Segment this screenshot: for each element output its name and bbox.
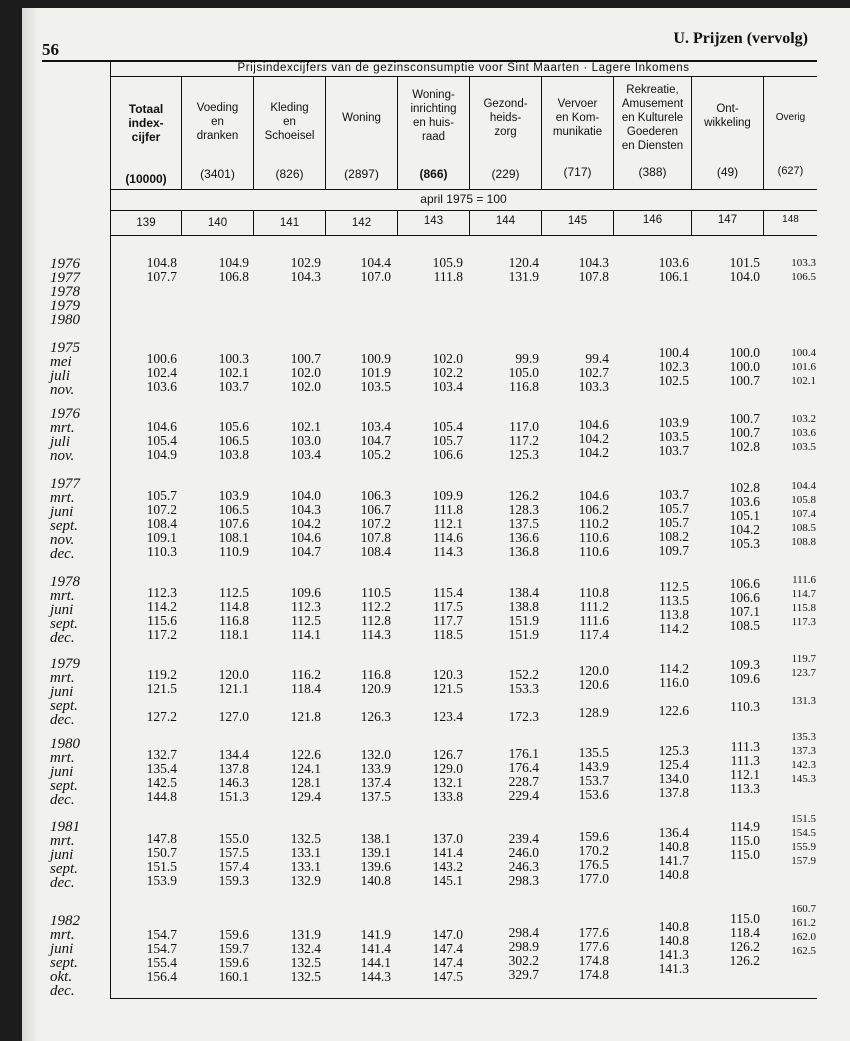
row-labels: 1975 mei juli nov. (50, 340, 80, 398)
base-period: april 1975 = 100 (420, 192, 507, 206)
column-code: 146 (642, 214, 663, 226)
value-column: 104.4 107.0 (360, 255, 391, 284)
value-column: 104.9 106.8 (218, 255, 249, 284)
value-column: 105.7 107.2 108.4 109.1 110.3 (146, 488, 177, 559)
value-column: 132.7 135.4 142.5 144.8 (146, 747, 177, 804)
value-column: 132.0 133.9 137.4 137.5 (360, 747, 391, 804)
column-header: Woning- inrichting en huis- raad (410, 89, 457, 143)
value-column: 112.5 114.8 116.8 118.1 (219, 585, 249, 642)
value-column: 103.9 103.5 103.7 (658, 415, 689, 458)
value-column: 119.2 121.5 127.2 (146, 667, 177, 724)
value-column: 140.8 140.8 141.3 141.3 (658, 919, 689, 976)
row-labels: 1980 mrt. juni sept. dec. (50, 736, 80, 808)
value-column: 239.4 246.0 246.3 298.3 (508, 831, 539, 888)
row-labels: 1976 mrt. juli nov. (50, 406, 80, 464)
value-column: 109.3 109.6 110.3 (729, 657, 760, 714)
value-column: 138.1 139.1 139.6 140.8 (360, 831, 391, 888)
value-column: 100.7 102.0 102.0 (290, 351, 321, 394)
row-labels: 1976 1977 1978 1979 1980 (50, 256, 80, 328)
value-column: 104.0 104.3 104.2 104.6 104.7 (290, 488, 321, 559)
value-column: 104.6 105.4 104.9 (146, 419, 177, 462)
value-column: 120.4 131.9 (508, 255, 539, 284)
value-column: 126.7 129.0 132.1 133.8 (432, 747, 463, 804)
column-code: 147 (717, 214, 738, 226)
value-column: 112.3 114.2 115.6 117.2 (147, 585, 177, 642)
value-column: 104.3 107.8 (578, 255, 609, 284)
value-column: 100.4 101.6 102.1 (791, 347, 816, 387)
column-header: Voeding en dranken (196, 102, 239, 142)
value-column: 104.6 106.2 110.2 110.6 110.6 (578, 488, 609, 559)
value-column: 115.4 117.5 117.7 118.5 (433, 585, 463, 642)
value-column: 101.5 104.0 (729, 255, 760, 284)
column-code: 148 (782, 214, 799, 225)
column-code: 140 (207, 217, 228, 229)
table-bottom-rule (110, 998, 817, 999)
value-column: 135.5 143.9 153.7 153.6 (578, 745, 609, 802)
value-column: 103.7 105.7 105.7 108.2 109.7 (658, 487, 689, 558)
value-column: 151.5 154.5 155.9 157.9 (791, 813, 816, 867)
value-column: 100.7 100.7 102.8 (729, 411, 760, 454)
value-column: 141.9 141.4 144.1 144.3 (360, 927, 391, 984)
value-column: 147.0 147.4 147.4 147.5 (432, 927, 463, 984)
value-column: 147.8 150.7 151.5 153.9 (146, 831, 177, 888)
column-code: 139 (136, 217, 156, 229)
value-column: 152.2 153.3 172.3 (508, 667, 539, 724)
value-column: 135.3 137.3 142.3 145.3 (791, 731, 816, 785)
value-column: 159.6 170.2 176.5 177.0 (578, 829, 609, 886)
value-column: 102.9 104.3 (290, 255, 321, 284)
value-column: 99.4 102.7 103.3 (578, 351, 609, 394)
value-column: 110.5 112.2 112.8 114.3 (361, 585, 391, 642)
value-column: 177.6 177.6 174.8 174.8 (578, 925, 609, 982)
codes-bottom-rule (110, 235, 817, 236)
page-number: 56 (42, 40, 59, 59)
value-column: 138.4 138.8 151.9 151.9 (508, 585, 539, 642)
row-labels: 1977 mrt. juni sept. nov. dec. (50, 476, 80, 562)
column-weight: (49) (716, 165, 739, 179)
value-column: 111.6 114.7 115.8 117.3 (791, 574, 816, 628)
column-weight: (866) (419, 167, 448, 181)
column-weight: (388) (638, 165, 667, 179)
value-column: 103.4 104.7 105.2 (360, 419, 391, 462)
value-column: 116.2 118.4 121.8 (290, 667, 321, 724)
column-header: Gezond- heids- zorg (483, 98, 528, 138)
value-column: 105.9 111.8 (432, 255, 463, 284)
value-column: 103.9 106.5 107.6 108.1 110.9 (218, 488, 249, 559)
title-rule (110, 76, 817, 77)
column-header: Kleding en Schoeisel (264, 102, 315, 142)
row-labels: 1981 mrt. juni sept. dec. (50, 819, 80, 891)
row-labels: 1979 mrt. juni sept. dec. (50, 656, 80, 728)
value-column: 298.4 298.9 302.2 329.7 (508, 925, 539, 982)
value-column: 105.6 106.5 103.8 (218, 419, 249, 462)
column-weight: (627) (777, 165, 804, 177)
value-column: 137.0 141.4 143.2 145.1 (432, 831, 463, 888)
row-labels: 1982 mrt. juni sept. okt. dec. (50, 913, 80, 999)
value-column: 103.6 106.1 (658, 255, 689, 284)
value-column: 120.0 121.1 127.0 (218, 667, 249, 724)
column-code: 141 (279, 217, 300, 229)
value-column: 132.5 133.1 133.1 132.9 (290, 831, 321, 888)
table-title: Prijsindexcijfers van de gezinsconsumptie voor Sint Maarten · Lagere Inkomens (237, 62, 690, 74)
value-column: 131.9 132.4 132.5 132.5 (290, 927, 321, 984)
value-column: 104.8 107.7 (146, 255, 177, 284)
column-code: 145 (567, 215, 588, 227)
column-weight: (10000) (125, 172, 167, 186)
value-column: 119.7 123.7 131.3 (791, 653, 816, 707)
value-column: 114.2 116.0 122.6 (658, 661, 689, 718)
value-column: 102.1 103.0 103.4 (290, 419, 321, 462)
value-column: 99.9 105.0 116.8 (508, 351, 539, 394)
value-column: 100.3 102.1 103.7 (218, 351, 249, 394)
value-column: 103.2 103.6 103.5 (791, 413, 816, 453)
base-rule (110, 210, 817, 211)
column-header: Ont- wikkeling (704, 103, 751, 129)
column-weight: (229) (491, 167, 520, 181)
column-weight: (3401) (200, 167, 235, 181)
value-column: 100.6 102.4 103.6 (146, 351, 177, 394)
value-column: 115.0 118.4 126.2 126.2 (729, 911, 760, 968)
value-column: 102.8 103.6 105.1 104.2 105.3 (729, 480, 760, 551)
value-column: 116.8 120.9 126.3 (360, 667, 391, 724)
value-column: 100.4 102.3 102.5 (658, 345, 689, 388)
value-column: 122.6 124.1 128.1 129.4 (290, 747, 321, 804)
value-column: 154.7 154.7 155.4 156.4 (146, 927, 177, 984)
value-column: 136.4 140.8 141.7 140.8 (658, 825, 689, 882)
column-header: Woning (342, 112, 381, 124)
value-column: 155.0 157.5 157.4 159.3 (218, 831, 249, 888)
value-column: 100.9 101.9 103.5 (360, 351, 391, 394)
value-column: 112.5 113.5 113.8 114.2 (659, 579, 689, 636)
value-column: 103.3 106.5 (791, 257, 816, 283)
value-column: 105.4 105.7 106.6 (432, 419, 463, 462)
value-column: 159.6 159.7 159.6 160.1 (218, 927, 249, 984)
value-column: 117.0 117.2 125.3 (508, 419, 539, 462)
value-column: 126.2 128.3 137.5 136.6 136.8 (508, 488, 539, 559)
value-column: 114.9 115.0 115.0 (730, 819, 760, 862)
column-header: Overig (775, 112, 806, 123)
value-column: 104.4 105.8 107.4 108.5 108.8 (791, 480, 816, 548)
value-column: 120.0 120.6 128.9 (578, 663, 609, 720)
value-column: 109.6 112.3 112.5 114.1 (290, 585, 321, 642)
column-code: 144 (495, 215, 516, 227)
weights-rule (110, 189, 817, 190)
value-column: 106.6 106.6 107.1 108.5 (729, 576, 760, 633)
value-column: 102.0 102.2 103.4 (432, 351, 463, 394)
column-header: Rekreatie, Amusement en Kulturele Goederen en Diensten (621, 84, 684, 152)
value-column: 160.7 161.2 162.0 162.5 (791, 903, 816, 957)
value-column: 176.1 176.4 228.7 229.4 (508, 746, 539, 803)
column-weight: (826) (275, 167, 304, 181)
value-column: 109.9 111.8 112.1 114.6 114.3 (432, 488, 463, 559)
page-spine (22, 8, 38, 1041)
value-column: 100.0 100.0 100.7 (729, 345, 760, 388)
value-column: 134.4 137.8 146.3 151.3 (218, 747, 249, 804)
section-title: U. Prijzen (vervolg) (673, 30, 808, 47)
value-column: 125.3 125.4 134.0 137.8 (658, 743, 689, 800)
value-column: 111.3 111.3 112.1 113.3 (730, 739, 760, 796)
column-header: Totaal index- cijfer (128, 102, 164, 144)
value-column: 110.8 111.2 111.6 117.4 (579, 585, 609, 642)
column-code: 142 (351, 217, 372, 229)
value-column: 104.6 104.2 104.2 (578, 417, 609, 460)
column-header: Vervoer en Kom- munikatie (552, 98, 603, 138)
value-column: 106.3 106.7 107.2 107.8 108.4 (360, 488, 391, 559)
column-weight: (2897) (344, 167, 379, 181)
value-column: 120.3 121.5 123.4 (432, 667, 463, 724)
column-weight: (717) (563, 165, 592, 179)
column-code: 143 (423, 215, 444, 227)
row-labels: 1978 mrt. juni sept. dec. (50, 574, 80, 646)
